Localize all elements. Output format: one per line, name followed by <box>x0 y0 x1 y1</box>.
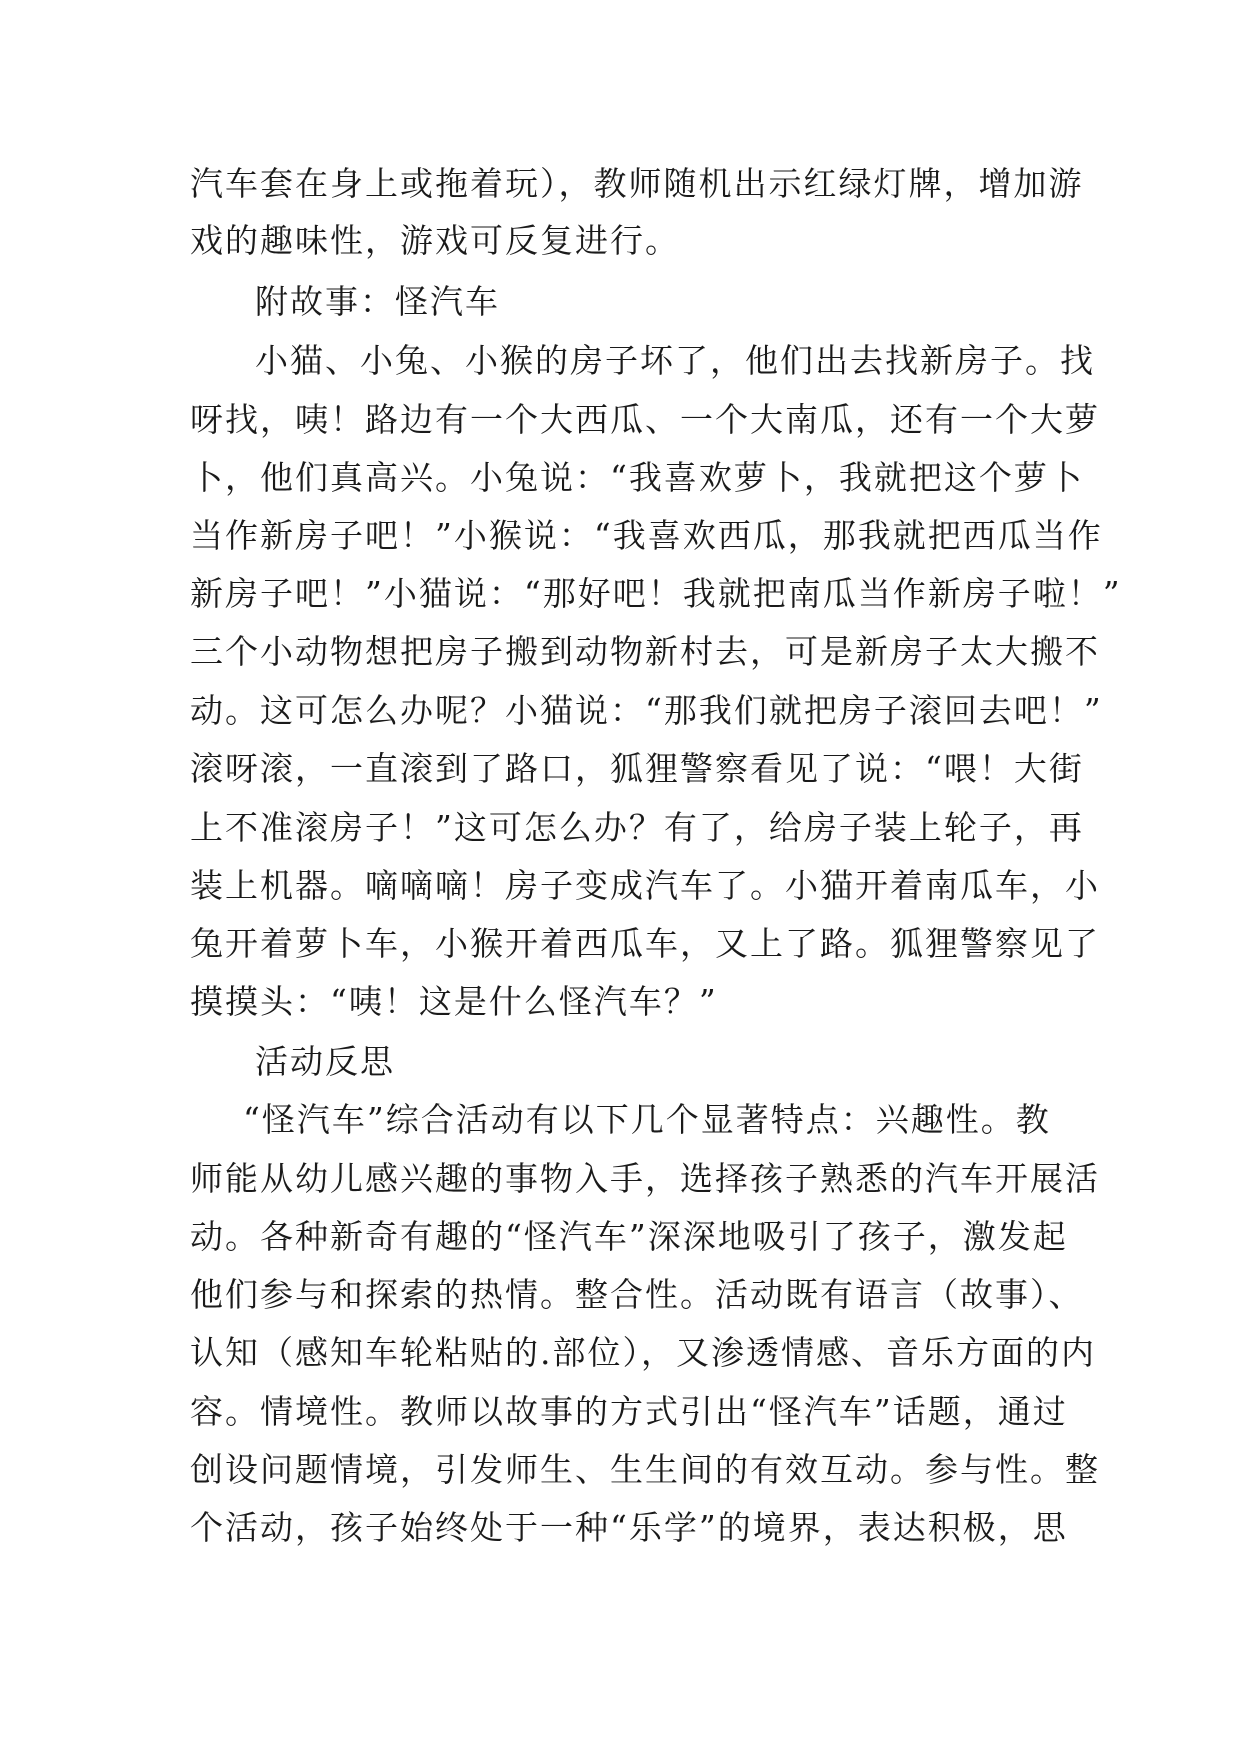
text-line: 戏的趣味性，游戏可反复进行。 <box>190 221 680 260</box>
text-line: 汽车套在身上或拖着玩），教师随机出示红绿灯牌，增加游 <box>190 164 1084 203</box>
text-line: 兔开着萝卜车，小猴开着西瓜车，又上了路。狐狸警察见了 <box>190 924 1100 963</box>
text-line: 新房子吧！”小猫说：“那好吧！我就把南瓜当作新房子啦！” <box>190 574 1122 613</box>
text-line: “怪汽车”综合活动有以下几个显著特点：兴趣性。教 <box>243 1100 1051 1139</box>
text-line: 小猫、小兔、小猴的房子坏了，他们出去找新房子。找 <box>255 341 1095 380</box>
text-line: 装上机器。嘀嘀嘀！房子变成汽车了。小猫开着南瓜车，小 <box>190 866 1100 905</box>
section-heading-story: 附故事：怪汽车 <box>255 282 500 321</box>
text-line: 创设问题情境，引发师生、生生间的有效互动。参与性。整 <box>190 1450 1100 1489</box>
text-line: 个活动，孩子始终处于一种“乐学”的境界，表达积极，思 <box>190 1508 1068 1547</box>
text-line: 认知（感知车轮粘贴的.部位），又渗透情感、音乐方面的内 <box>190 1333 1096 1372</box>
text-line: 上不准滚房子！”这可怎么办？有了，给房子装上轮子，再 <box>190 808 1084 847</box>
text-line: 当作新房子吧！”小猴说：“我喜欢西瓜，那我就把西瓜当作 <box>190 516 1103 555</box>
text-line: 动。这可怎么办呢？小猫说：“那我们就把房子滚回去吧！” <box>190 691 1103 730</box>
text-line: 师能从幼儿感兴趣的事物入手，选择孩子熟悉的汽车开展活 <box>190 1159 1100 1198</box>
section-heading-reflection: 活动反思 <box>255 1042 395 1081</box>
text-line: 摸摸头：“咦！这是什么怪汽车？” <box>190 982 718 1021</box>
text-line: 他们参与和探索的热情。整合性。活动既有语言（故事）、 <box>190 1275 1084 1314</box>
text-line: 卜，他们真高兴。小兔说：“我喜欢萝卜，我就把这个萝卜 <box>190 458 1084 497</box>
text-line: 动。各种新奇有趣的“怪汽车”深深地吸引了孩子，激发起 <box>190 1217 1068 1256</box>
text-line: 三个小动物想把房子搬到动物新村去，可是新房子太大搬不 <box>190 632 1100 671</box>
text-line: 呀找，咦！路边有一个大西瓜、一个大南瓜，还有一个大萝 <box>190 400 1100 439</box>
text-line: 容。情境性。教师以故事的方式引出“怪汽车”话题，通过 <box>190 1392 1068 1431</box>
text-line: 滚呀滚，一直滚到了路口，狐狸警察看见了说：“喂！大街 <box>190 749 1084 788</box>
